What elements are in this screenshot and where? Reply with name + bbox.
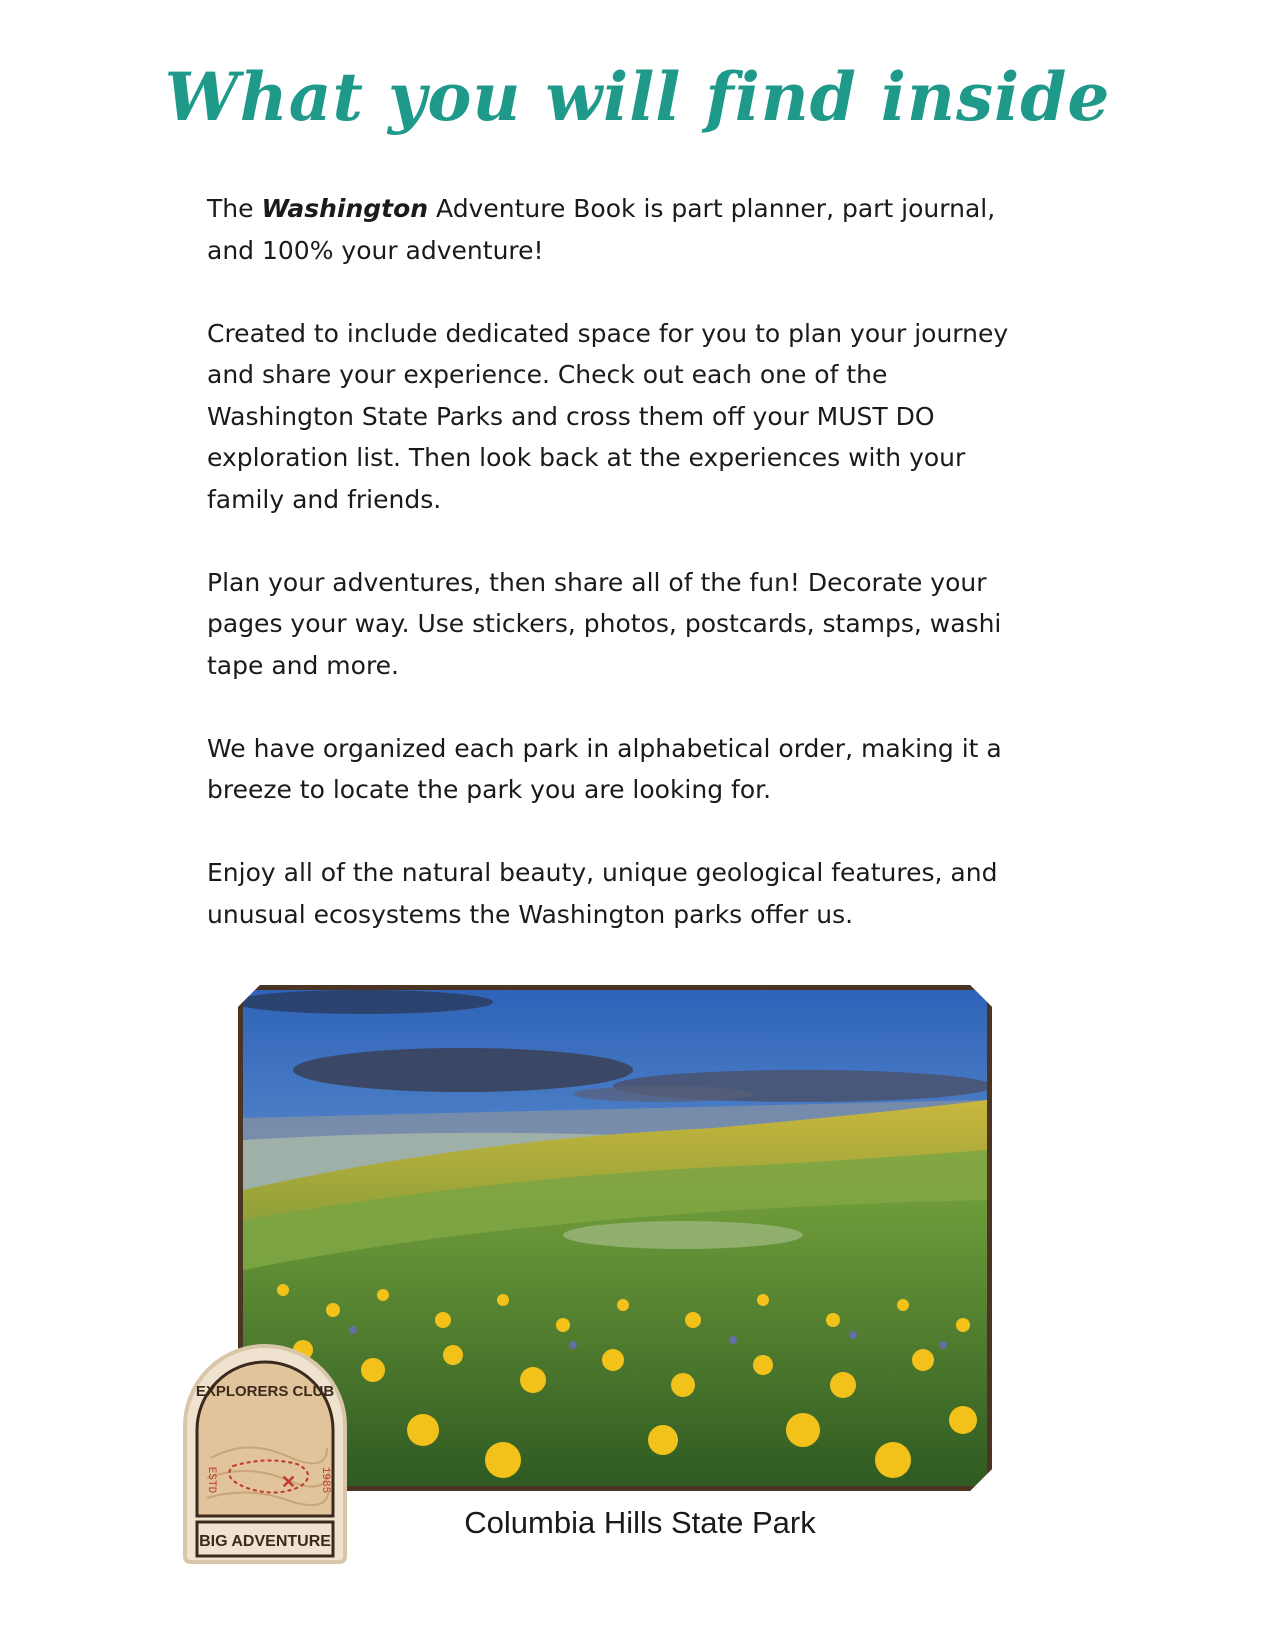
badge-bottom-text: BIG ADVENTURE xyxy=(199,1533,331,1550)
paragraph-plan: Plan your adventures, then share all of the fun! Decorate your pages your way. Use stickers, photos, postcards, stamps, washi tape and more. xyxy=(207,567,1002,680)
paragraph-intro-pre: The xyxy=(207,194,262,223)
photo-caption: Columbia Hills State Park xyxy=(464,1505,816,1540)
state-name-emphasis: Washington xyxy=(261,194,429,223)
paragraph-intro-post: Adventure Book is part planner, part journal, and 100% your adventure! xyxy=(207,194,996,265)
badge-top-text: EXPLORERS CLUB xyxy=(195,1383,335,1400)
svg-text:✕: ✕ xyxy=(281,1472,297,1492)
badge-right-text: 1985 xyxy=(319,1466,331,1494)
paragraph-organized: We have organized each park in alphabetical order, making it a breeze to locate the park you are looking for. xyxy=(207,733,1002,804)
paragraph-intro xyxy=(207,188,1037,271)
paragraph-created: Created to include dedicated space for you to plan your journey and share your experience. Check out each one of the Washington State Parks and cross them off your MUST DO exploration list. Then look back at the experiences with your family and friends. xyxy=(207,318,1009,514)
explorers-club-badge-logo xyxy=(177,1338,353,1566)
page-title: What you will find inside xyxy=(164,58,1111,136)
landscape-illustration xyxy=(243,990,987,1486)
badge-left-text: ESTD xyxy=(205,1466,217,1494)
intro-text xyxy=(207,188,1037,977)
paragraph-enjoy: Enjoy all of the natural beauty, unique geological features, and unusual ecosystems the Washington parks offer us. xyxy=(207,858,998,929)
